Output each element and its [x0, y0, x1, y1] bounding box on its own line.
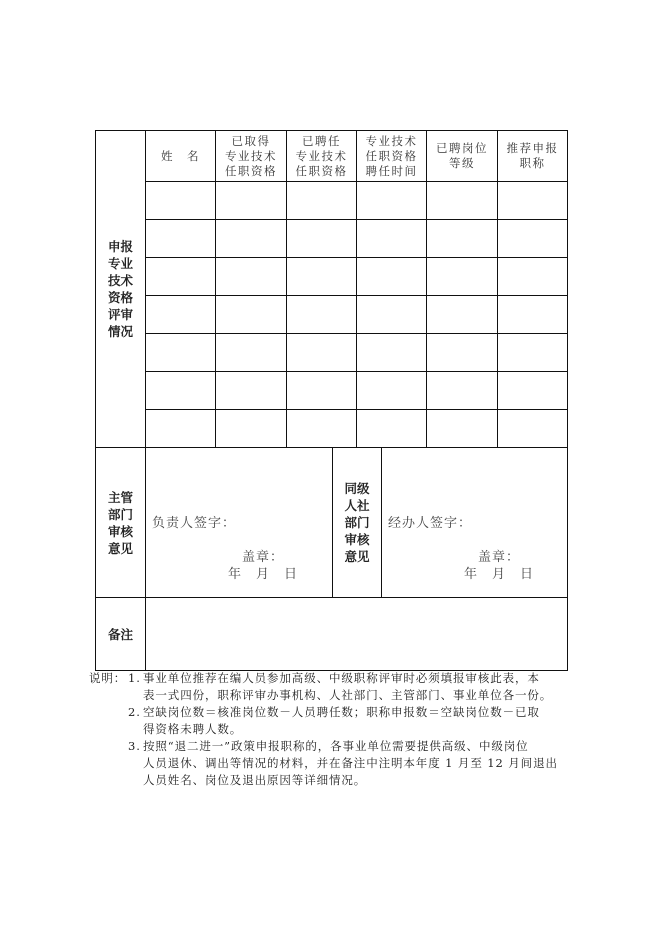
table-cell[interactable]	[216, 296, 286, 333]
table-cell[interactable]	[287, 334, 356, 371]
note-number: 3.	[128, 739, 141, 753]
table-cell[interactable]	[357, 334, 426, 371]
table-cell[interactable]	[146, 334, 215, 371]
label-line: 申报	[107, 239, 133, 254]
table-cell[interactable]	[498, 296, 567, 333]
label-line: 主管	[107, 489, 133, 505]
label-line: 专业	[107, 256, 133, 271]
label-line: 技术	[107, 273, 133, 288]
header-line: 任职资格	[295, 163, 348, 178]
note-line: 得资格未聘人数。	[143, 722, 243, 736]
header-obtained-qualification	[216, 131, 286, 181]
table-cell[interactable]	[287, 182, 356, 219]
header-name	[146, 131, 215, 181]
notes-prefix: 说明：	[89, 671, 127, 685]
header-line: 已取得	[231, 133, 271, 148]
table-cell[interactable]	[357, 258, 426, 295]
section-hr-label	[333, 448, 381, 597]
label-line: 审核	[344, 532, 370, 547]
table-cell[interactable]	[427, 182, 497, 219]
table-cell[interactable]	[216, 410, 286, 447]
table-cell[interactable]	[216, 372, 286, 409]
note-number: 1.	[128, 671, 141, 685]
table-cell[interactable]	[498, 372, 567, 409]
label-line: 人社	[344, 498, 370, 513]
header-recommended-title	[498, 131, 567, 181]
table-cell[interactable]	[498, 258, 567, 295]
table-cell[interactable]	[287, 410, 356, 447]
hr-seal-label: 盖章：	[478, 550, 521, 565]
supervisor-signature-label: 负责人签字：	[152, 516, 237, 531]
table-border-right	[567, 130, 568, 670]
supervisor-date-label: 年 月 日	[228, 567, 299, 582]
label-line: 意见	[344, 549, 370, 564]
header-employment-time	[357, 131, 426, 181]
section-supervisor-label	[96, 448, 145, 597]
table-cell[interactable]	[427, 220, 497, 257]
table-cell[interactable]	[216, 220, 286, 257]
table-cell[interactable]	[357, 410, 426, 447]
table-cell[interactable]	[357, 182, 426, 219]
section-remarks-label	[96, 598, 145, 670]
header-employed-qualification	[287, 131, 356, 181]
header-line: 专业技术	[365, 133, 418, 148]
label-line: 评审	[107, 307, 133, 322]
header-line: 推荐申报	[506, 141, 559, 155]
table-cell[interactable]	[498, 220, 567, 257]
label-line: 部门	[107, 506, 133, 522]
header-line: 任职资格	[365, 148, 418, 163]
label-line: 意见	[107, 540, 133, 556]
header-line: 聘任时间	[365, 163, 418, 178]
label-line: 同级	[344, 481, 370, 496]
header-line: 专业技术	[295, 148, 348, 163]
table-cell[interactable]	[146, 182, 215, 219]
table-cell[interactable]	[146, 410, 215, 447]
table-cell[interactable]	[216, 334, 286, 371]
table-cell[interactable]	[216, 182, 286, 219]
table-cell[interactable]	[427, 372, 497, 409]
table-cell[interactable]	[287, 372, 356, 409]
note-line: 按照“退二进一”政策申报职称的，各事业单位需要提供高级、中级岗位	[143, 739, 529, 753]
remarks-label: 备注	[107, 626, 133, 642]
header-line: 职称	[519, 156, 546, 170]
table-cell[interactable]	[216, 258, 286, 295]
note-line: 人员退休、调出等情况的材料，并在备注中注明本年度 1 月至 12 月间退出	[143, 756, 558, 770]
table-cell[interactable]	[427, 258, 497, 295]
table-cell[interactable]	[287, 296, 356, 333]
remarks-field[interactable]	[146, 598, 567, 670]
table-cell[interactable]	[498, 410, 567, 447]
table-cell[interactable]	[357, 296, 426, 333]
table-cell[interactable]	[287, 258, 356, 295]
table-cell[interactable]	[357, 220, 426, 257]
table-cell[interactable]	[427, 334, 497, 371]
note-line: 空缺岗位数＝核准岗位数－人员聘任数；职称申报数＝空缺岗位数－已取	[143, 705, 540, 719]
table-cell[interactable]	[498, 182, 567, 219]
note-line: 人员姓名、岗位及退出原因等详细情况。	[143, 773, 367, 787]
hr-opinion-field[interactable]	[382, 448, 567, 597]
label-line: 部门	[344, 515, 370, 530]
label-line: 资格	[107, 290, 133, 305]
header-line: 专业技术	[225, 148, 277, 163]
header-line: 已聘任	[302, 133, 341, 148]
header-line: 等级	[449, 156, 475, 170]
section-review-label	[96, 131, 145, 447]
note-line: 表一式四份，职称评审办事机构、人社部门、主管部门、事业单位各一份。	[143, 688, 553, 702]
table-cell[interactable]	[427, 296, 497, 333]
table-cell[interactable]	[146, 220, 215, 257]
header-name-label: 姓 名	[161, 148, 200, 163]
header-line: 任职资格	[225, 163, 277, 178]
label-line: 审核	[107, 523, 133, 539]
table-cell[interactable]	[287, 220, 356, 257]
label-line: 情况	[107, 324, 133, 339]
table-cell[interactable]	[146, 372, 215, 409]
table-cell[interactable]	[357, 372, 426, 409]
note-number: 2.	[128, 705, 141, 719]
supervisor-seal-label: 盖章：	[242, 550, 285, 565]
hr-date-label: 年 月 日	[464, 567, 535, 582]
hr-signature-label: 经办人签字：	[388, 516, 473, 531]
header-line: 已聘岗位	[436, 141, 488, 155]
header-post-level	[427, 131, 497, 181]
table-cell[interactable]	[146, 258, 215, 295]
supervisor-opinion-field[interactable]	[146, 448, 332, 597]
table-cell[interactable]	[498, 334, 567, 371]
table-cell[interactable]	[427, 410, 497, 447]
note-line: 事业单位推荐在编人员参加高级、中级职称评审时必须填报审核此表，本	[143, 671, 540, 685]
table-cell[interactable]	[146, 296, 215, 333]
